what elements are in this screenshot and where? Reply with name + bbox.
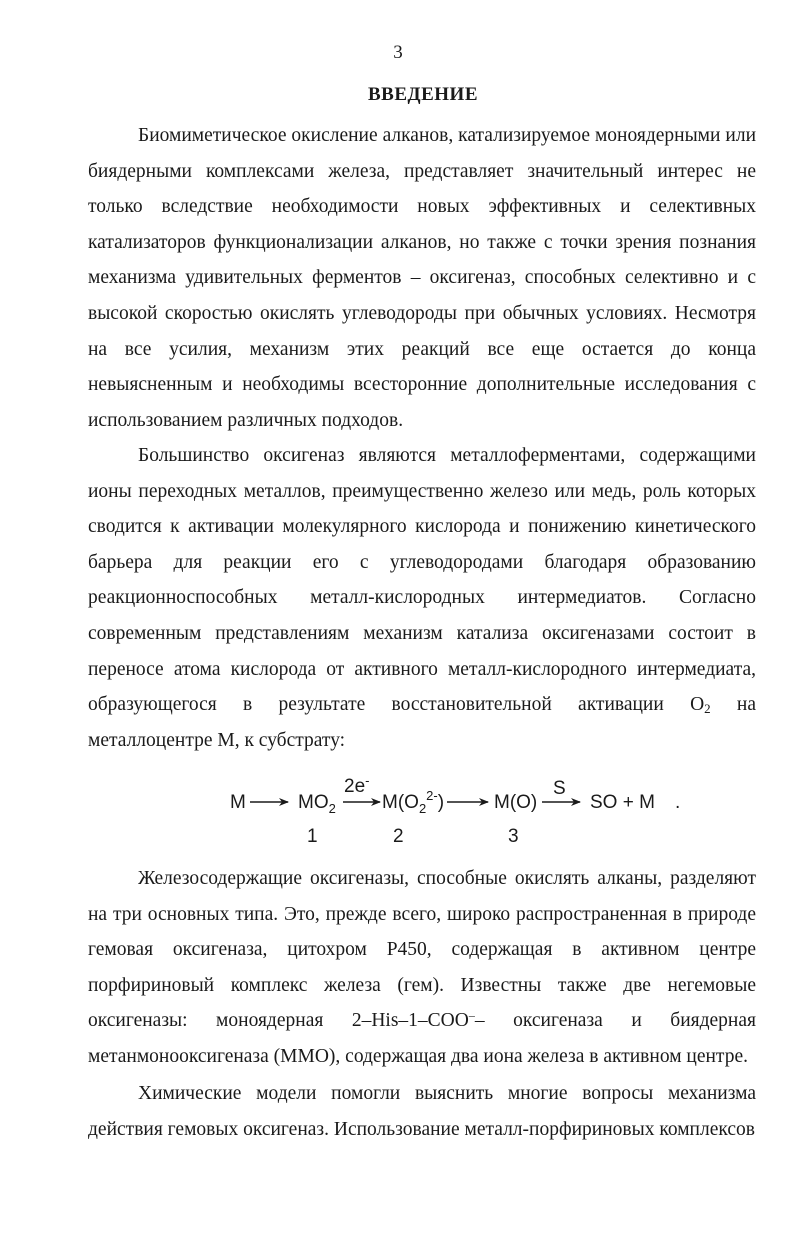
scheme-arrow-2-label — [344, 773, 369, 797]
scheme-mo: M(O) — [494, 792, 538, 813]
scheme-mo22-sub: 2 — [418, 801, 427, 816]
scheme-mo22-sup: 2- — [426, 788, 438, 803]
paragraph-2-text-a: Большинство оксигеназ являются металлоферментами, содержащими ионы переходных металлов, преимущественно железо или медь, роль которых сводится к активации молекулярного кислорода и понижению кинетического барьера для реакции его с углеводородами благодаря образованию реакционноспособных металл-кислородных интермедиатов. Согласно современным представлениям механизм катализа оксигеназами состоит в переносе атома кислорода от активного металл-кислородного интермедиата, образующегося в результате восстановительной активации O — [88, 445, 756, 716]
paragraph-2 — [88, 438, 756, 758]
scheme-mo22-b: ) — [437, 792, 445, 813]
scheme-number-3: 3 — [508, 826, 519, 847]
scheme-mo22-a: M(O — [382, 792, 419, 813]
scheme-arrow-4-label: S — [553, 778, 566, 799]
scheme-trailing-dot: . — [675, 792, 681, 813]
scheme-product: SO + M — [590, 792, 655, 813]
o2-subscript: 2 — [704, 701, 711, 717]
scheme-mo2-text: MO — [298, 792, 329, 813]
scheme-2e-text: 2e — [344, 776, 366, 797]
page-number: 3 — [393, 42, 403, 63]
paragraph-3-text-b: – оксигеназа и биядерная метанмонооксигеназа (ММО), содержащая два иона железа в активном центре. — [88, 1010, 756, 1067]
scheme-mo2 — [298, 792, 336, 816]
scheme-m-start: M — [230, 792, 246, 813]
paragraph-1: Биомиметическое окисление алканов, катализируемое моноядерными или биядерными комплексами железа, представляет значительный интерес не только вследствие необходимости новых эффективных и селективных катализаторов функционализации алканов, но также с точки зрения познания механизма удивительных ферментов – оксигеназ, способных селективно и с высокой скоростью окислять углеводороды при обычных условиях. Несмотря на все усилия, механизм этих реакций все еще остается до конца невыясненным и необходимы всесторонние дополнительные исследования с использованием различных подходов. — [88, 125, 756, 431]
scheme-mo2-sub: 2 — [328, 801, 336, 816]
paragraph-3-text-a: Железосодержащие оксигеназы, способные окислять алканы, разделяют на три основных типа. Это, прежде всего, широко распространенная в природе гемовая оксигеназа, цитохром P450, содержащая в активном центре порфириновый комплекс железа (гем). Известны также две негемовые оксигеназы: моноядерная 2–His–1–COO — [88, 868, 756, 1032]
paragraph-3 — [88, 861, 756, 1075]
section-heading: ВВЕДЕНИЕ — [368, 84, 478, 105]
scheme-number-1: 1 — [307, 826, 318, 847]
scheme-number-2: 2 — [393, 826, 404, 847]
reaction-scheme — [0, 770, 796, 850]
paragraph-4: Химические модели помогли выяснить многие вопросы механизма действия гемовых оксигеназ. Использование металл-порфириновых комплексов — [88, 1083, 756, 1140]
scheme-mo22 — [382, 788, 444, 816]
coo-superscript: – — [468, 1008, 475, 1023]
scheme-2e-sup: - — [365, 773, 370, 788]
paragraph-2-text-b: на металлоцентре M, к субстрату: — [88, 694, 757, 751]
